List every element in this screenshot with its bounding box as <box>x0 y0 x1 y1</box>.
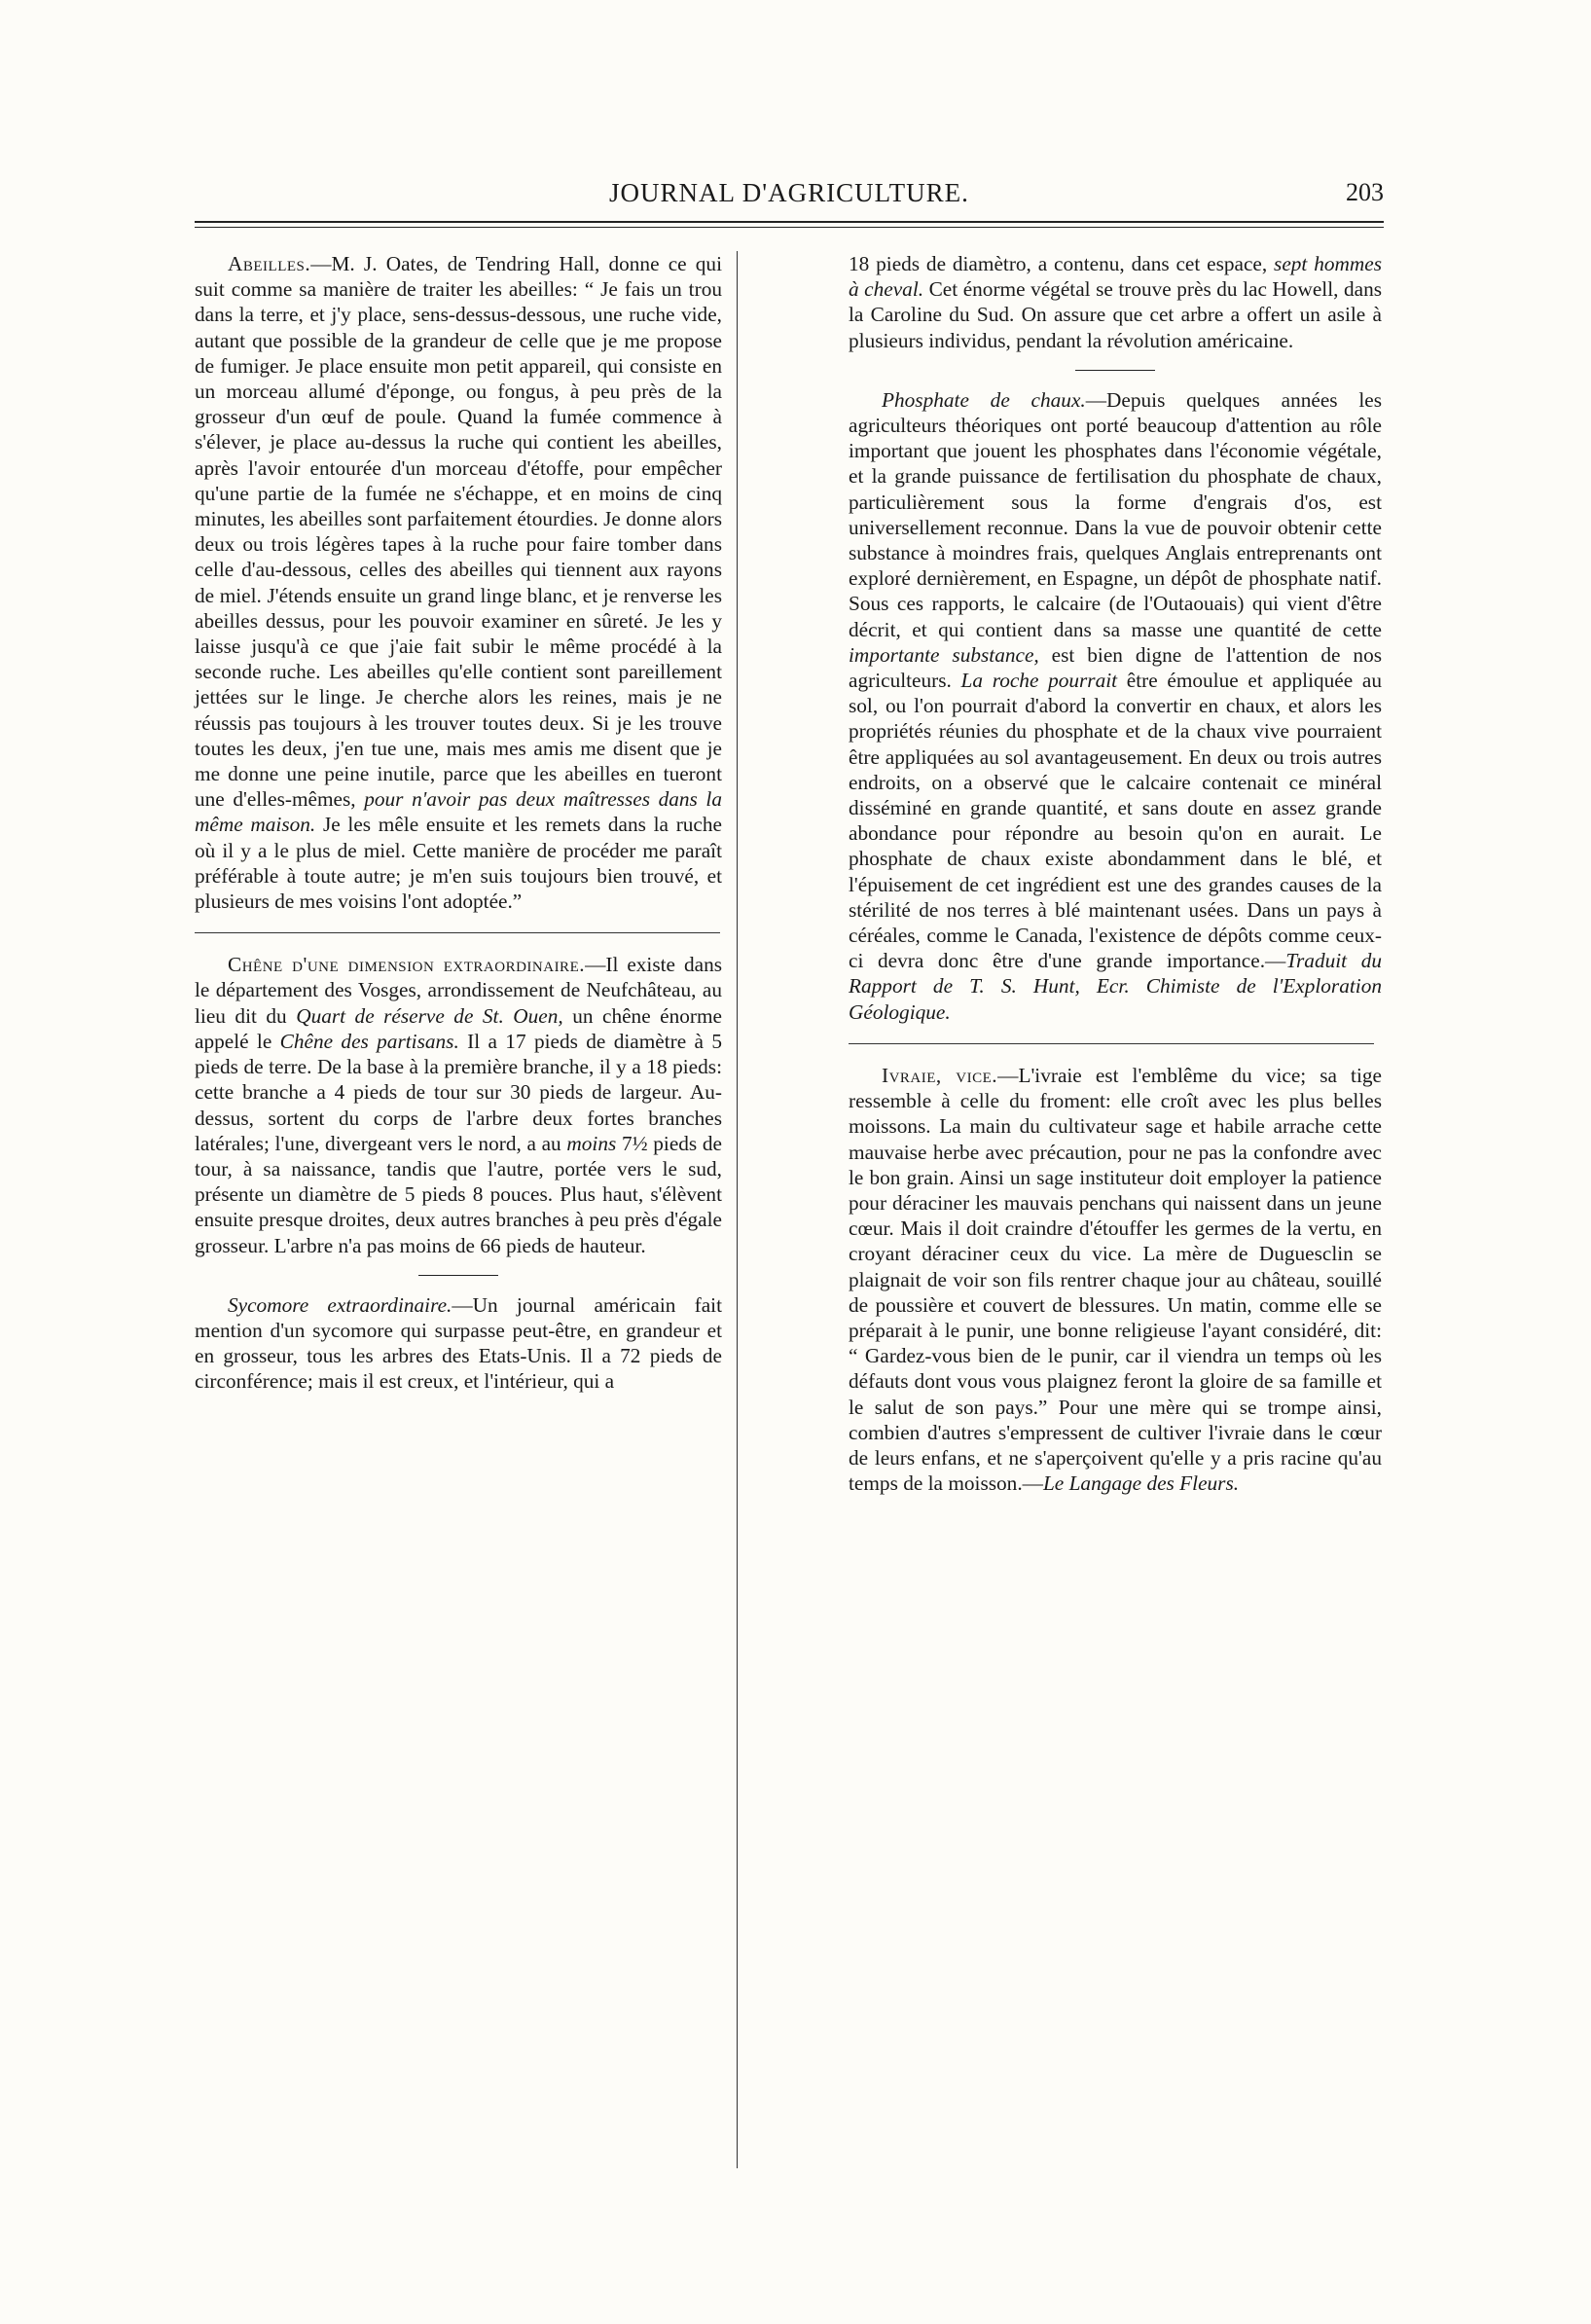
article-text: Il a 17 pieds de diamètre à 5 pieds de terre. De la base à la première branche, il y a 18 pieds: cette branche a 4 pieds de tour sur 30 pieds de largeur. Au-dessus, sortent du corps de l'arbre deux fortes branches latérales; l'une, divergeant vers le nord, a au <box>195 1029 723 1155</box>
right-column <box>849 251 1382 1496</box>
article-ivraie <box>849 1063 1382 1496</box>
article-phosphate <box>849 387 1382 1025</box>
article-heading: Phosphate de chaux. <box>882 387 1086 412</box>
article-text: être émoulue et appliquée au sol, ou l'on pourrait d'abord la convertir en chaux, et alors les propriétés réunies du phosphate et de la chaux vive pourraient être appliquées au sol avantageusement. En deux ou trois autres endroits, on a observé que le calcaire contenait ce minéral disséminé en grande quantité, et sans doute en assez grande abondance pour répondre au besoin qu'on en aurait. Le phosphate de chaux existe abondamment dans le blé, et l'épuisement de cet ingrédient est une des grandes causes de la stérilité de nos terres à blé maintenant usées. Dans un pays à céréales, comme le Canada, l'existence de dépôts comme ceux-ci devra donc être d'une grande importance.— <box>849 669 1382 973</box>
article-text: Cet énorme végétal se trouve près du lac Howell, dans la Caroline du Sud. On assure que cet arbre a offert un asile à plusieurs individus, pendant la révolution américaine. <box>849 277 1383 352</box>
article-heading: Abeilles. <box>228 252 311 275</box>
article-italic-text: importante substance, <box>849 642 1039 667</box>
left-column <box>195 251 722 1395</box>
header-rule-thick <box>195 221 1384 223</box>
article-text: un chêne énorme appelé le <box>195 1003 723 1053</box>
page-number: 203 <box>1346 178 1384 206</box>
article-text: 18 pieds de diamètro, a contenu, dans cet espace, <box>849 252 1275 275</box>
article-text: —Un journal américain fait mention d'un sycomore qui surpasse peut-être, en grandeur et en grosseur, tous les arbres des Etats-Unis. Il a 72 pieds de circonférence; mais il est creux, et l'intérieur, qui a <box>195 1292 722 1394</box>
article-separator <box>849 1043 1374 1044</box>
article-text: 7½ pieds de tour, à sa naissance, tandis que l'autre, portée vers le sud, présente un diamètre de 5 pieds 8 pouces. Plus haut, s'élèvent ensuite presque droites, deux autres branches à peu près d'égale grosseur. L'arbre n'a pas moins de 66 pieds de hauteur. <box>195 1131 722 1257</box>
article-italic-text: pour n'avoir pas deux maîtresses dans la même maison. <box>195 787 722 837</box>
article-text: —Il existe dans le département des Vosges, arrondissement de Neufchâteau, au lieu dit du <box>195 953 723 1028</box>
article-sycomore-continued <box>849 251 1382 353</box>
article-text: est bien digne de l'attention de nos agriculteurs. <box>849 642 1383 693</box>
article-italic-text: sept hommes à cheval. <box>849 252 1382 302</box>
article-text: —M. J. Oates, de Tendring Hall, donne ce qui suit comme sa manière de traiter les abeilles: “ Je fais un trou dans la terre, et j'y place, sens-dessus-dessous, une ruche vide, autant que possible de la grandeur de celle que je me propose de fumiger. Je place ensuite mon petit appareil, qui consiste en un morceau allumé d'éponge, ou fongus, à peu près de la grosseur d'un œuf de poule. Quand la fumée commence à s'élever, je place au-dessus la ruche qui contient les abeilles, après l'avoir entourée d'un morceau d'étoffe, pour empêcher qu'une partie de la fumée ne s'échappe, et en moins de cinq minutes, les abeilles sont parfaitement étourdies. Je donne alors deux ou trois légères tapes à la ruche pour faire tomber dans celle d'au-dessous, celles des abeilles qui tiennent aux rayons de miel. J'étends ensuite un grand linge blanc, et je renverse les abeilles dessus, pour les pouvoir examiner en sûreté. Je les y laisse jusqu'à ce que j'aie fait subir le même procédé à la seconde ruche. Les abeilles qu'elle contient sont pareillement jettées sur le linge. Je cherche alors les reines, mais je ne réussis pas toujours à les trouver toutes deux. Si je les trouve toutes les deux, j'en tue une, mais mes amis me disent que je me donne une peine inutile, parce que les abeilles en tueront une d'elles-mêmes, <box>195 252 722 812</box>
article-italic-text: Chêne des partisans. <box>279 1029 459 1053</box>
article-heading: Ivraie, vice. <box>882 1063 998 1087</box>
article-italic-text: moins <box>566 1131 617 1155</box>
article-chene <box>195 952 722 1257</box>
article-source: Traduit du Rapport de T. S. Hunt, Ecr. Chimiste de l'Exploration Géologique. <box>849 949 1383 1024</box>
article-italic-text: La roche pourrait <box>960 669 1118 693</box>
article-text: —L'ivraie est l'emblême du vice; sa tige ressemble à celle du froment: elle croît avec les plus belles moissons. La main du cultivateur sage et habile arrache cette mauvaise herbe avec précaution, pour ne pas la confondre avec le bon grain. Ainsi un sage instituteur doit employer la patience pour déraciner les mauvais penchans qui naissent dans un jeune cœur. Mais il doit craindre d'étouffer les germes de la vertu, en croyant déraciner ceux du vice. La mère de Duguesclin se plaignait de voir son fils rentrer chaque jour au château, souillé de poussière et couvert de blessures. Un matin, comme elle se préparait à le punir, une bonne religieuse l'ayant considéré, dit: “ Gardez-vous bien de le punir, car il viendra un temps où les défauts dont vous vous plaignez feront la gloire de sa famille et le salut de son pays.” Pour une mère qui se trompe ainsi, combien d'autres s'empressent de cultiver l'ivraie dans le cœur de leurs enfans, et ne s'aperçoivent qu'elle y a pris racine qu'au temps de la moisson.— <box>849 1063 1382 1496</box>
article-separator <box>418 1275 498 1276</box>
column-divider <box>737 251 738 2168</box>
header-rule-thin <box>195 227 1384 228</box>
article-separator <box>1075 370 1155 371</box>
article-source: Le Langage des Fleurs. <box>1042 1471 1240 1496</box>
article-separator <box>195 932 720 933</box>
article-text: Je les mêle ensuite et les remets dans la ruche où il y a le plus de miel. Cette manière de procéder me paraît préférable à toute autre; je m'en suis toujours bien trouvé, et plusieurs de mes voisins l'ont adoptée.” <box>195 813 722 914</box>
running-title: JOURNAL D'AGRICULTURE. <box>609 178 969 207</box>
article-text: —Depuis quelques années les agriculteurs théoriques ont porté beaucoup d'attention au rôle important que jouent les phosphates dans l'économie végétale, et la grande puissance de fertilisation du phosphate de chaux, particulièrement sous la forme d'engrais d'os, est universellement reconnue. Dans la vue de pouvoir obtenir cette substance à moindres frais, quelques Anglais entreprenants ont exploré dernièrement, en Espagne, un dépôt de phosphate natif. Sous ces rapports, le calcaire (de l'Outaouais) qui vient d'être décrit, et qui contient dans sa masse une quantité de cette <box>849 387 1382 641</box>
page-header <box>195 178 1384 217</box>
article-heading: Chêne d'une dimension extraordinaire. <box>228 953 586 977</box>
article-heading: Sycomore extraordinaire. <box>228 1292 452 1317</box>
article-sycomore <box>195 1292 722 1395</box>
article-abeilles <box>195 251 722 914</box>
article-italic-text: Quart de réserve de St. Ouen, <box>296 1003 563 1028</box>
